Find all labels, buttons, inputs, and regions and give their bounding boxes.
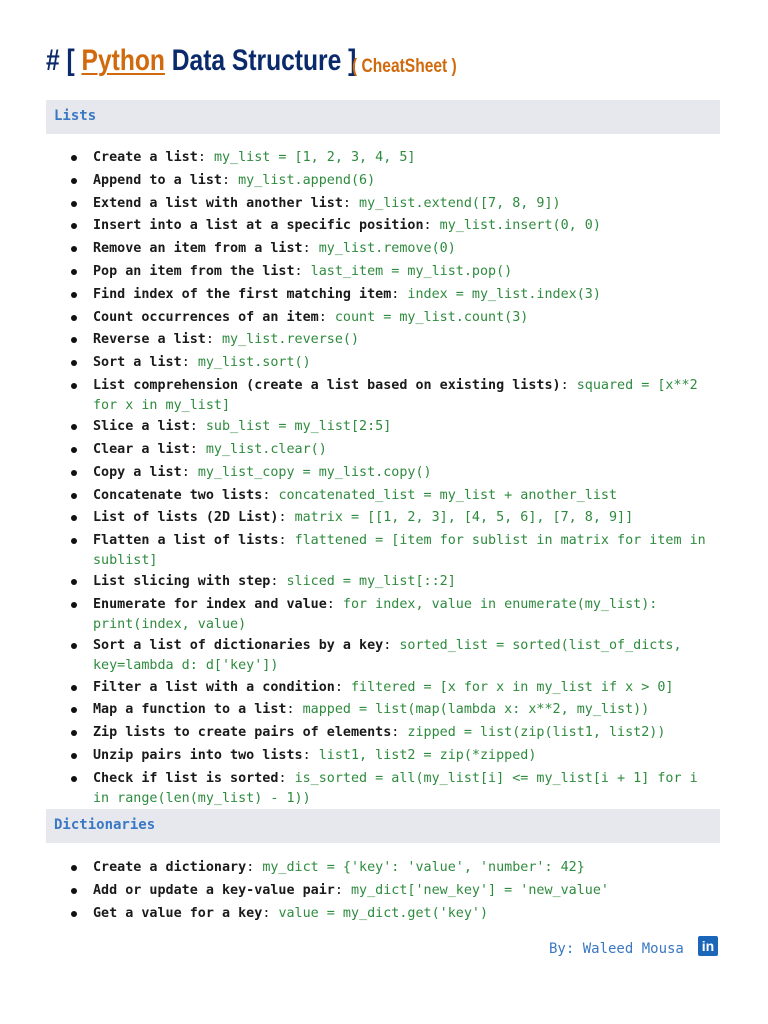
item-code: my_dict = {'key': 'value', 'number': 42} [262,860,585,875]
item-code: for index, value in enumerate(my_list): print(index, value) [93,597,658,633]
list-item: Map a function to a list: mapped = list(map(lambda x: x**2, my_list)) [0,700,768,720]
list-item: Get a value for a key: value = my_dict.get('key') [0,904,768,924]
item-label: Append to a list [93,172,222,188]
item-label: Concatenate two lists [93,487,263,503]
item-code: mapped = list(map(lambda x: x**2, my_list)) [302,702,650,718]
item-code: my_list.remove(0) [318,241,456,257]
list-item: Reverse a list: my_list.reverse() [0,330,768,350]
item-code: index = my_list.index(3) [407,286,601,302]
lists-items [0,148,768,810]
item-label: Sort a list [93,355,182,371]
item-code: my_list = [1, 2, 3, 4, 5] [213,150,416,165]
list-item: Append to a list: my_list.append(6) [0,171,768,191]
dictionaries-items [0,858,768,926]
item-label: Count occurrences of an item [93,309,319,325]
item-code: my_list.reverse() [222,332,360,348]
author-credit: By: Waleed Mousa [549,941,684,957]
list-item: Sort a list of dictionaries by a key: sorted_list = sorted(list_of_dicts, key=lambda d: d['key']) [0,636,768,676]
item-code: my_list.insert(0, 0) [439,218,601,234]
list-item: Remove an item from a list: my_list.remove(0) [0,239,768,259]
title-prefix: # [ [46,44,82,77]
title-tag: ( CheatSheet ) [352,56,457,77]
list-item: List slicing with step: sliced = my_list[::2] [0,572,768,592]
item-code: matrix = [[1, 2, 3], [4, 5, 6], [7, 8, 9]] [294,510,634,526]
linkedin-icon[interactable]: in [698,936,718,956]
list-item: Clear a list: my_list.clear() [0,440,768,460]
item-label: Find index of the first matching item [93,286,392,302]
item-code: my_list.sort() [197,355,311,371]
list-item: Create a dictionary: my_dict = {'key': 'value', 'number': 42} [0,858,768,878]
item-code: last_item = my_list.pop() [310,263,513,279]
item-label: Get a value for a key [93,905,263,921]
item-label: Slice a list [93,419,190,435]
item-code: my_list_copy = my_list.copy() [197,464,432,480]
item-code: zipped = list(zip(list1, list2)) [407,725,666,741]
list-item: Filter a list with a condition: filtered = [x for x in my_list if x > 0] [0,678,768,698]
item-label: List of lists (2D List) [93,510,279,526]
list-item: Create a list: my_list = [1, 2, 3, 4, 5] [0,148,768,168]
item-label: Zip lists to create pairs of elements [93,725,392,741]
list-item: List comprehension (create a list based on existing lists): squared = [x**2 for x in my_list] [0,376,768,416]
item-label: Clear a list [93,441,190,457]
item-code: my_list.clear() [205,441,327,457]
list-item: Copy a list: my_list_copy = my_list.copy() [0,463,768,483]
item-label: Remove an item from a list [93,241,303,257]
item-code: squared = [x**2 for x in my_list] [93,377,698,413]
list-item: Enumerate for index and value: for index, value in enumerate(my_list): print(index, value) [0,595,768,635]
list-item: Extend a list with another list: my_list.extend([7, 8, 9]) [0,194,768,214]
item-label: Reverse a list [93,332,206,348]
item-label: Sort a list of dictionaries by a key [93,638,384,654]
item-code: filtered = [x for x in my_list if x > 0] [350,679,674,695]
item-code: flattened = [item for sublist in matrix for item in sublist] [93,533,706,569]
list-item: Sort a list: my_list.sort() [0,353,768,373]
section-title: Dictionaries [54,817,156,833]
item-code: sorted_list = sorted(list_of_dicts, key=lambda d: d['key']) [93,638,682,674]
list-item: Insert into a list at a specific position: my_list.insert(0, 0) [0,216,768,236]
item-code: count = my_list.count(3) [334,309,529,325]
title-main [46,46,356,76]
section-title: Lists [54,108,97,124]
item-label: List slicing with step [93,574,271,590]
title-python: Python [81,44,165,77]
item-label: Create a list [93,150,198,165]
title-rest: Data Structure ] [164,44,357,77]
list-item: Zip lists to create pairs of elements: zipped = list(zip(list1, list2)) [0,723,768,743]
item-code: is_sorted = all(my_list[i] <= my_list[i + 1] for i in range(len(my_list) - 1)) [93,770,698,806]
item-label: Check if list is sorted [93,770,279,786]
item-label: Add or update a key-value pair [93,882,335,898]
list-item: Unzip pairs into two lists: list1, list2 = zip(*zipped) [0,746,768,766]
item-code: my_list.extend([7, 8, 9]) [359,195,561,211]
item-label: Pop an item from the list [93,263,295,279]
item-code: sliced = my_list[::2] [286,574,456,590]
item-code: value = my_dict.get('key') [278,905,489,921]
list-item: List of lists (2D List): matrix = [[1, 2, 3], [4, 5, 6], [7, 8, 9]] [0,508,768,528]
section-header-lists [46,100,720,134]
item-label: Flatten a list of lists [93,533,279,549]
item-label: Unzip pairs into two lists [93,747,303,763]
item-label: List comprehension (create a list based on existing lists) [93,377,561,393]
item-code: list1, list2 = zip(*zipped) [318,747,537,763]
section-header-dictionaries [46,809,720,843]
list-item: Concatenate two lists: concatenated_list = my_list + another_list [0,486,768,506]
list-item: Flatten a list of lists: flattened = [item for sublist in matrix for item in sublist] [0,531,768,571]
list-item: Count occurrences of an item: count = my_list.count(3) [0,308,768,328]
list-item: Slice a list: sub_list = my_list[2:5] [0,417,768,437]
item-label: Insert into a list at a specific position [93,218,424,234]
item-code: concatenated_list = my_list + another_list [278,487,618,503]
item-label: Enumerate for index and value [93,597,327,613]
item-label: Filter a list with a condition [93,679,335,695]
list-item: Add or update a key-value pair: my_dict['new_key'] = 'new_value' [0,881,768,901]
list-item: Find index of the first matching item: index = my_list.index(3) [0,285,768,305]
item-code: my_dict['new_key'] = 'new_value' [350,882,609,898]
list-item: Check if list is sorted: is_sorted = all(my_list[i] <= my_list[i + 1] for i in range(len(my_list) - 1)) [0,769,768,809]
item-label: Map a function to a list [93,702,287,718]
item-label: Copy a list [93,464,182,480]
item-label: Extend a list with another list [93,195,343,211]
list-item: Pop an item from the list: last_item = my_list.pop() [0,262,768,282]
page-title [46,44,457,77]
item-code: sub_list = my_list[2:5] [205,419,392,435]
item-label: Create a dictionary [93,860,247,875]
item-code: my_list.append(6) [238,172,376,188]
